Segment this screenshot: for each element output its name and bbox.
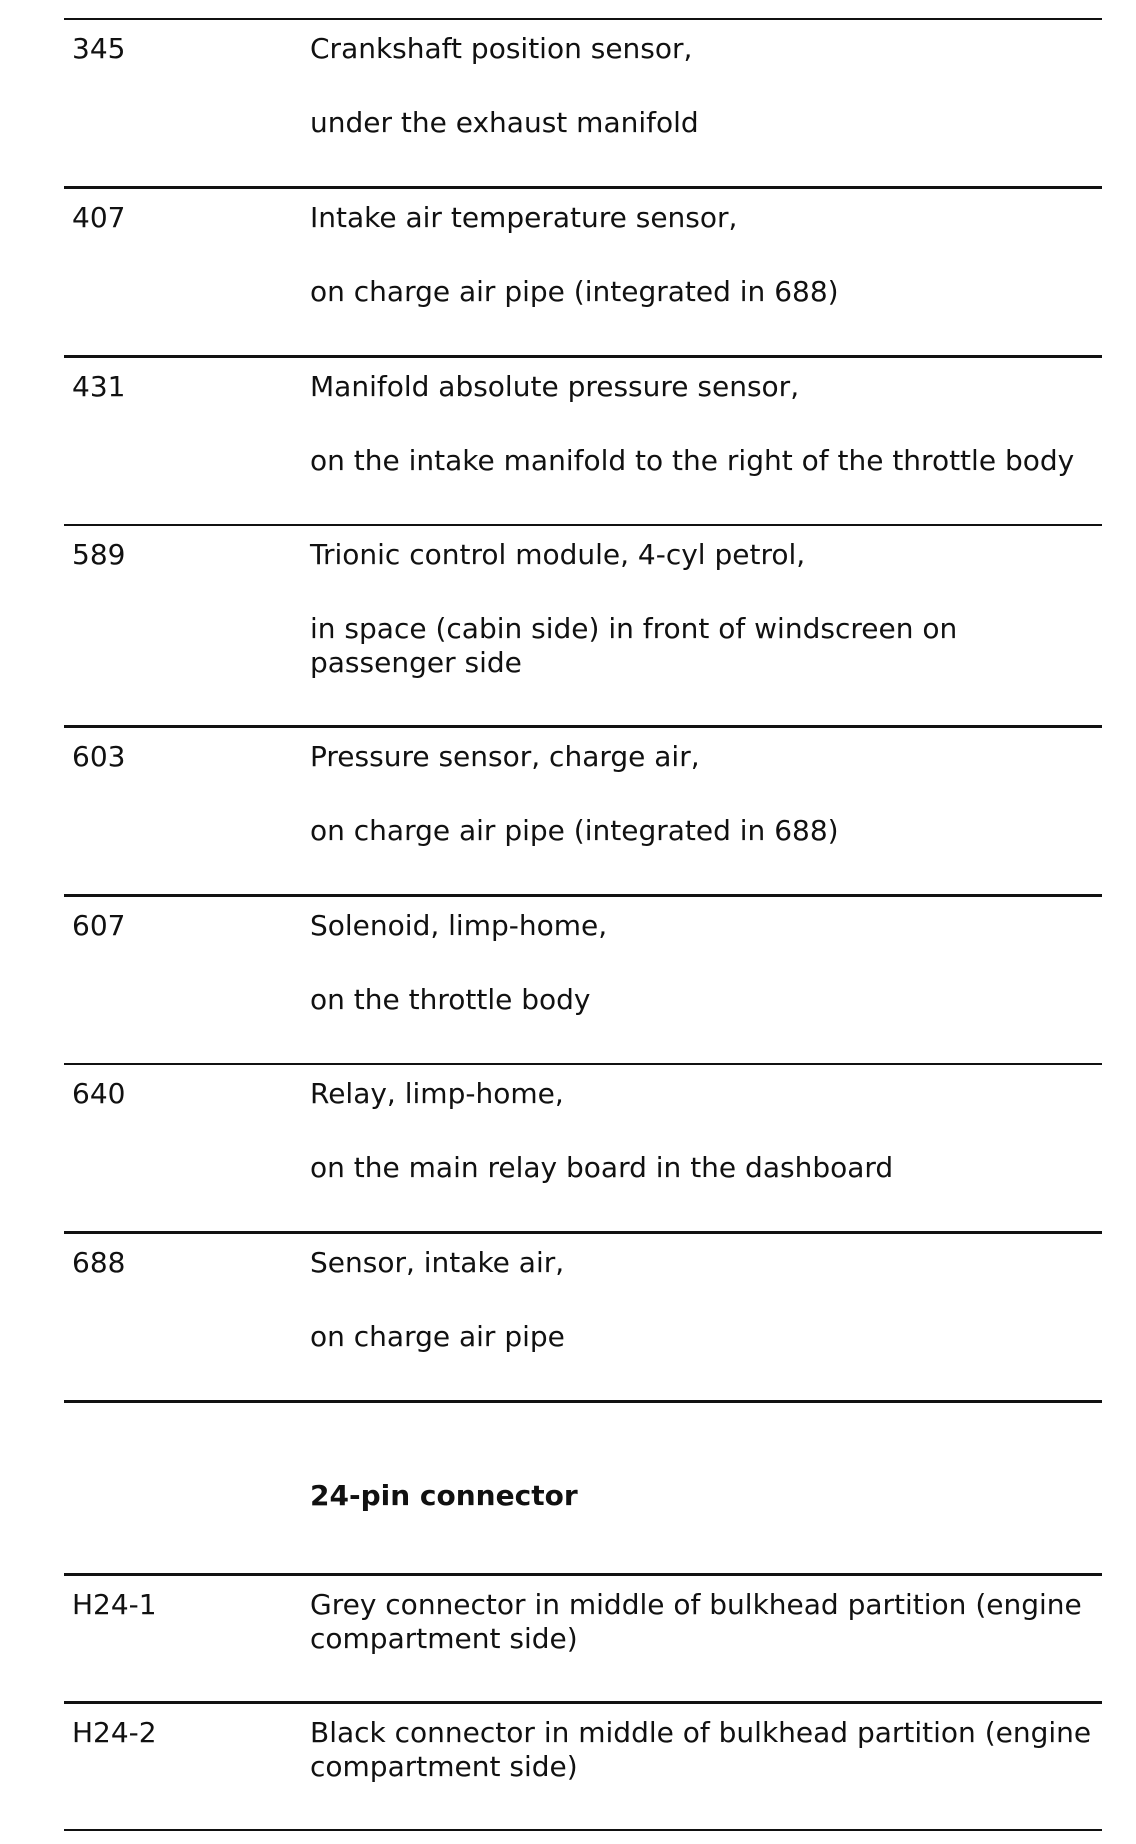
- component-location: on charge air pipe (integrated in 688): [310, 275, 839, 308]
- component-code: 345: [72, 32, 126, 65]
- component-description: [310, 32, 1102, 186]
- component-description: [310, 1077, 1102, 1231]
- component-title: Relay, limp-home,: [310, 1077, 564, 1110]
- table-row: [64, 20, 1102, 186]
- table-divider: [64, 1829, 1102, 1831]
- connector-code: H24-1: [72, 1588, 157, 1621]
- component-location: under the exhaust manifold: [310, 106, 699, 139]
- component-code: 607: [72, 909, 126, 942]
- component-code: 589: [72, 538, 126, 571]
- connector-description: Black connector in middle of bulkhead partition (engine compartment side): [310, 1716, 1092, 1783]
- connector-code: H24-2: [72, 1716, 157, 1749]
- component-description: [310, 201, 1102, 355]
- table-row: [64, 1576, 1102, 1701]
- component-description: [310, 370, 1102, 524]
- table-row: [64, 358, 1102, 524]
- component-location: in space (cabin side) in front of windscreen on passenger side: [310, 612, 958, 679]
- component-code: 688: [72, 1246, 126, 1279]
- table-row: [64, 189, 1102, 355]
- component-title: Manifold absolute pressure sensor,: [310, 370, 800, 403]
- component-description: [310, 538, 1102, 725]
- document-page: [64, 18, 1102, 1831]
- component-title: Trionic control module, 4-cyl petrol,: [310, 538, 806, 571]
- table-row: [64, 1065, 1102, 1231]
- component-title: Solenoid, limp-home,: [310, 909, 608, 942]
- component-code: 640: [72, 1077, 126, 1110]
- table-row: [64, 728, 1102, 894]
- component-code: 603: [72, 740, 126, 773]
- table-row: [64, 1704, 1102, 1829]
- section-heading-row: [64, 1479, 1102, 1573]
- component-code: 431: [72, 370, 126, 403]
- component-title: Sensor, intake air,: [310, 1246, 565, 1279]
- component-location: on the throttle body: [310, 983, 591, 1016]
- component-title: Pressure sensor, charge air,: [310, 740, 700, 773]
- component-description: [310, 909, 1102, 1063]
- connector-description: Grey connector in middle of bulkhead partition (engine compartment side): [310, 1588, 1082, 1655]
- table-row: [64, 1234, 1102, 1400]
- component-title: Intake air temperature sensor,: [310, 201, 738, 234]
- component-code: 407: [72, 201, 126, 234]
- table-row: [64, 897, 1102, 1063]
- component-description: [310, 1246, 1102, 1400]
- component-title: Crankshaft position sensor,: [310, 32, 693, 65]
- component-location: on charge air pipe: [310, 1320, 565, 1353]
- component-location: on the main relay board in the dashboard: [310, 1151, 894, 1184]
- component-location: on the intake manifold to the right of the throttle body: [310, 444, 1075, 477]
- section-heading: 24-pin connector: [310, 1479, 578, 1512]
- component-description: [310, 740, 1102, 894]
- component-location: on charge air pipe (integrated in 688): [310, 814, 839, 847]
- table-row: [64, 526, 1102, 725]
